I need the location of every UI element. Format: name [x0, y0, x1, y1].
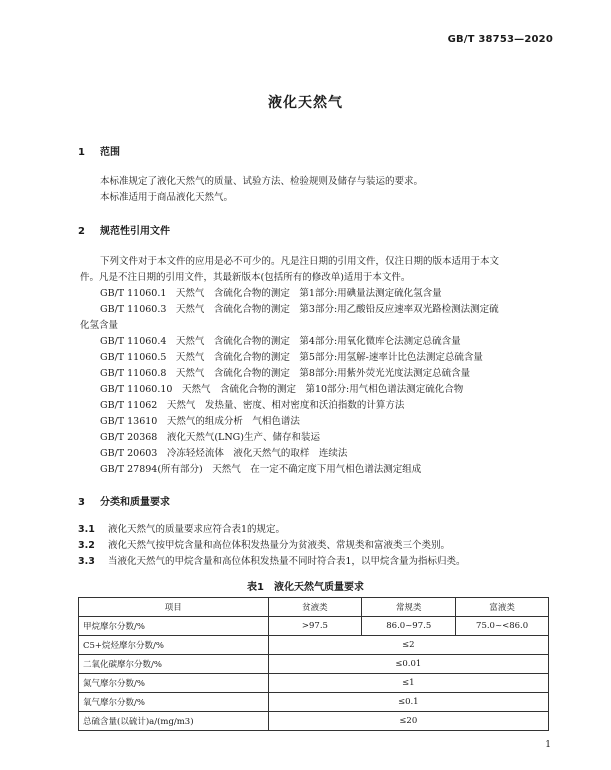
- table-row: [79, 693, 549, 712]
- table-row: [79, 712, 549, 731]
- table-header: 项目: [79, 598, 269, 617]
- clause-3-3-number: 3.3: [78, 556, 95, 567]
- reference-item: GB/T 11062 天然气 发热量、密度、相对密度和沃泊指数的计算方法: [100, 400, 405, 411]
- table-cell: 86.0~97.5: [362, 617, 456, 636]
- reference-item: GB/T 11060.5 天然气 含硫化合物的测定 第5部分:用氢解-速率计比色法测定总硫含量: [100, 352, 483, 363]
- table-cell: 75.0~<86.0: [456, 617, 549, 636]
- table-row: [79, 617, 549, 636]
- table-header: 富液类: [456, 598, 549, 617]
- table-cell: ≤20: [268, 712, 548, 731]
- table-cell-item: 氮气摩尔分数/%: [79, 674, 269, 693]
- reference-item: GB/T 11060.10 天然气 含硫化合物的测定 第10部分:用气相色谱法测定硫化合物: [100, 384, 464, 395]
- section-2-intro-2: 件。凡是不注日期的引用文件，其最新版本(包括所有的修改单)适用于本文件。: [80, 272, 411, 283]
- table-cell-item: 二氧化碳摩尔分数/%: [79, 655, 269, 674]
- clause-3-3: [78, 553, 466, 567]
- reference-item: GB/T 11060.1 天然气 含硫化合物的测定 第1部分:用碘量法测定硫化氢含量: [100, 288, 442, 299]
- table-header-row: [79, 598, 549, 617]
- standard-number: GB/T 38753—2020: [447, 34, 553, 45]
- table-cell-item: C5+烷烃摩尔分数/%: [79, 636, 269, 655]
- clause-3-1-text: 液化天然气的质量要求应符合表1的规定。: [108, 524, 286, 535]
- section-1-para-1: 本标准规定了液化天然气的质量、试验方法、检验规则及储存与装运的要求。: [100, 176, 424, 187]
- reference-item: GB/T 27894(所有部分) 天然气 在一定不确定度下用气相色谱法测定组成: [100, 464, 422, 475]
- table-cell-item: 总硫含量(以硫计)a/(mg/m3): [79, 712, 269, 731]
- page-number: 1: [545, 740, 551, 750]
- table-cell: ≤0.01: [268, 655, 548, 674]
- reference-item: GB/T 20368 液化天然气(LNG)生产、储存和装运: [100, 432, 320, 443]
- reference-item: GB/T 11060.4 天然气 含硫化合物的测定 第4部分:用氧化微库仑法测定总硫含量: [100, 336, 461, 347]
- section-3-heading: [78, 493, 170, 508]
- reference-item: GB/T 11060.8 天然气 含硫化合物的测定 第8部分:用紫外荧光光度法测定总硫含量: [100, 368, 471, 379]
- table-cell-item: 甲烷摩尔分数/%: [79, 617, 269, 636]
- reference-item: GB/T 20603 冷冻轻烃流体 液化天然气的取样 连续法: [100, 448, 348, 459]
- page-title: 液化天然气: [268, 95, 343, 111]
- table-cell: ≤0.1: [268, 693, 548, 712]
- table-header: 常规类: [362, 598, 456, 617]
- section-2-heading: [78, 222, 170, 237]
- table-row: [79, 674, 549, 693]
- section-3-number: 3: [78, 497, 85, 508]
- table-header: 贫液类: [268, 598, 362, 617]
- table-row: [79, 636, 549, 655]
- section-1-heading: [78, 143, 120, 158]
- reference-item: GB/T 11060.3 天然气 含硫化合物的测定 第3部分:用乙酸铅反应速率双光路检测法测定硫: [100, 304, 499, 315]
- table-caption: 表1 液化天然气质量要求: [247, 582, 364, 593]
- table-cell: >97.5: [268, 617, 362, 636]
- table-row: [79, 655, 549, 674]
- table-cell: ≤1: [268, 674, 548, 693]
- clause-3-2-number: 3.2: [78, 540, 95, 551]
- clause-3-2: [78, 537, 450, 551]
- section-2-intro-1: 下列文件对于本文件的应用是必不可少的。凡是注日期的引用文件，仅注日期的版本适用于本文: [100, 256, 500, 267]
- clause-3-3-text: 当液化天然气的甲烷含量和高位体积发热量不同时符合表1，以甲烷含量为指标归类。: [108, 556, 466, 567]
- section-2-title: 规范性引用文件: [100, 226, 170, 237]
- clause-3-2-text: 液化天然气按甲烷含量和高位体积发热量分为贫液类、常规类和富液类三个类别。: [108, 540, 451, 551]
- section-3-title: 分类和质量要求: [100, 497, 170, 508]
- section-2-number: 2: [78, 226, 85, 237]
- quality-requirements-table: [78, 597, 549, 731]
- section-1-title: 范围: [100, 147, 120, 158]
- clause-3-1-number: 3.1: [78, 524, 95, 535]
- table-cell: ≤2: [268, 636, 548, 655]
- table-cell-item: 氧气摩尔分数/%: [79, 693, 269, 712]
- section-1-number: 1: [78, 147, 85, 158]
- reference-item: GB/T 13610 天然气的组成分析 气相色谱法: [100, 416, 300, 427]
- reference-item-continuation: 化氢含量: [80, 320, 119, 331]
- clause-3-1: [78, 521, 285, 535]
- section-1-para-2: 本标准适用于商品液化天然气。: [100, 192, 234, 203]
